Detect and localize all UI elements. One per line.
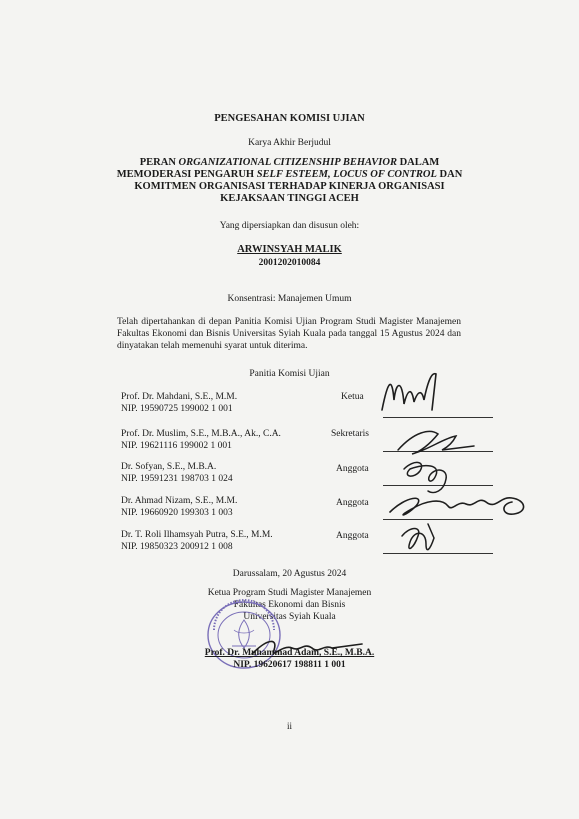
member-nip: NIP. 19590725 199002 1 001: [121, 404, 233, 414]
thesis-line-4: KEJAKSAAN TINGGI ACEH: [220, 193, 359, 204]
member-name: Prof. Dr. Muslim, S.E., M.B.A., Ak., C.A.: [121, 429, 281, 439]
thesis-line-3: KOMITMEN ORGANISASI TERHADAP KINERJA ORGANISASI: [134, 181, 445, 192]
head-name: Prof. Dr. Muhammad Adam, S.E., M.B.A.: [204, 648, 375, 658]
head-title-line-1: Ketua Program Studi Magister Manajemen: [207, 588, 372, 598]
signature-member-3: [396, 520, 446, 560]
member-role: Ketua: [341, 392, 364, 402]
page-subtitle: Karya Akhir Berjudul: [248, 138, 331, 148]
panel-title: Panitia Komisi Ujian: [249, 369, 330, 379]
member-role: Anggota: [336, 464, 369, 474]
page-title: PENGESAHAN KOMISI UJIAN: [214, 113, 365, 124]
concentration: Konsentrasi: Manajemen Umum: [227, 294, 352, 304]
sign-date: Darussalam, 20 Agustus 2024: [232, 569, 347, 579]
member-name: Dr. Sofyan, S.E., M.B.A.: [121, 462, 217, 472]
member-nip: NIP. 19591231 198703 1 024: [121, 474, 233, 484]
prepared-by-label: Yang dipersiapkan dan disusun oleh:: [219, 221, 360, 231]
member-name: Prof. Dr. Mahdani, S.E., M.M.: [121, 392, 238, 402]
approval-paragraph: Telah dipertahankan di depan Panitia Komisi Ujian Program Studi Magister Manajemen Fakultas Ekonomi dan Bisnis Universitas Syiah Kuala pada tanggal 15 Agustus 2024 dan dinyatakan telah memenuhi syarat untuk diterima.: [117, 317, 461, 351]
member-nip: NIP. 19850323 200912 1 008: [121, 542, 233, 552]
member-role: Anggota: [336, 531, 369, 541]
member-nip: NIP. 19621116 199002 1 001: [121, 441, 232, 451]
head-title-line-3: Universitas Syiah Kuala: [243, 612, 336, 622]
author-nim: 2001202010084: [258, 258, 321, 268]
page-number: ii: [286, 721, 292, 731]
member-role: Anggota: [336, 498, 369, 508]
thesis-line-1: PERAN ORGANIZATIONAL CITIZENSHIP BEHAVIOR DALAM: [139, 157, 440, 168]
member-name: Dr. Ahmad Nizam, S.E., M.M.: [121, 496, 238, 506]
member-role: Sekretaris: [331, 429, 369, 439]
thesis-line-2: MEMODERASI PENGARUH SELF ESTEEM, LOCUS OF CONTROL DAN: [116, 169, 463, 180]
member-name: Dr. T. Roli Ilhamsyah Putra, S.E., M.M.: [121, 530, 273, 540]
thesis-title: [0, 157, 579, 205]
signature-chair: [378, 370, 458, 420]
member-nip: NIP. 19660920 199303 1 003: [121, 508, 233, 518]
head-nip: NIP. 19620617 198811 1 001: [233, 660, 346, 670]
author-name: ARWINSYAH MALIK: [237, 244, 342, 255]
head-title-line-2: Fakultas Ekonomi dan Bisnis: [233, 600, 346, 610]
